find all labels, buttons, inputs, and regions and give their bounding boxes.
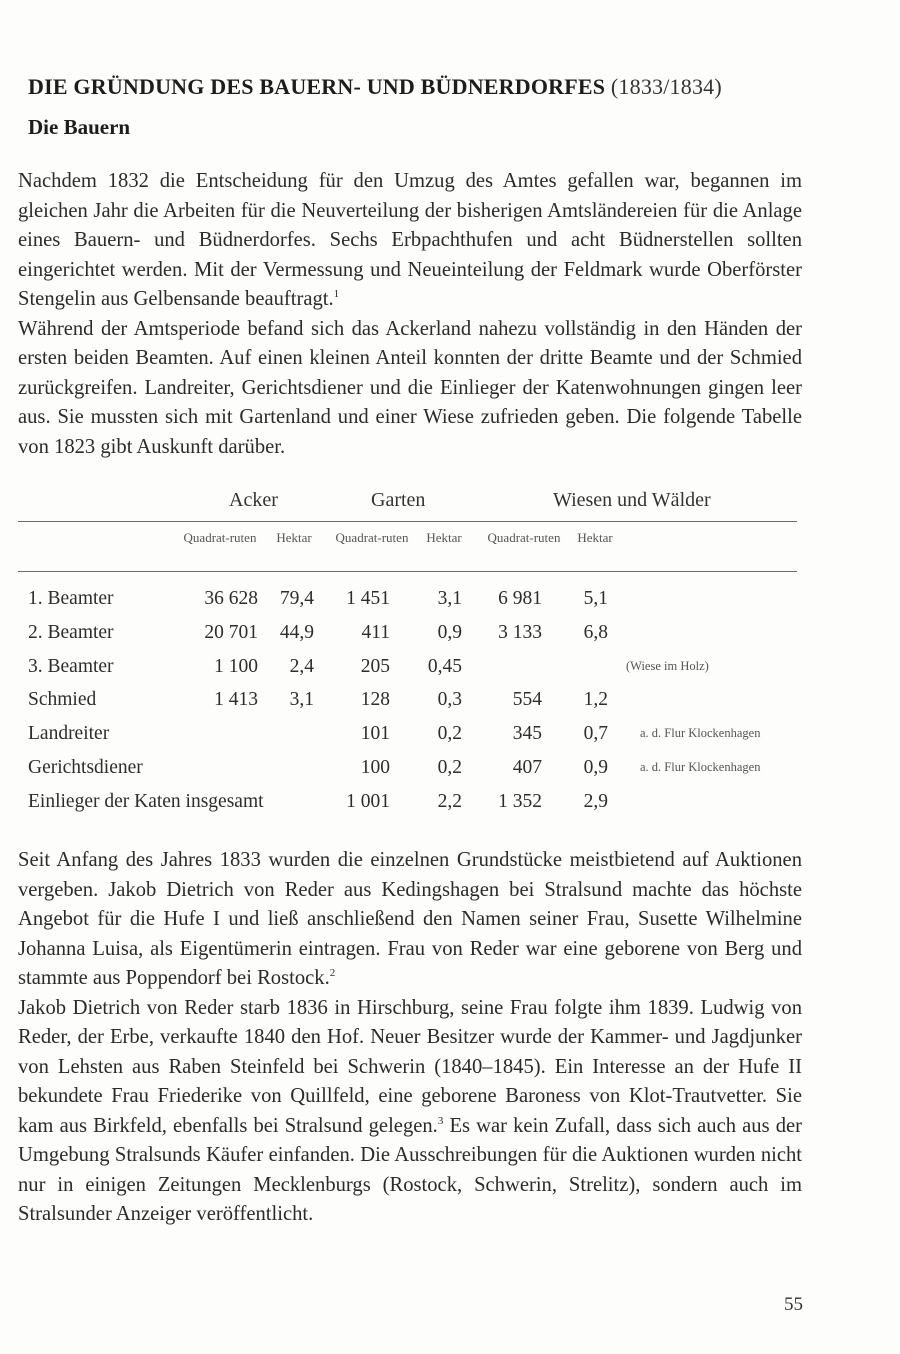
garten-quadratruten: 101 bbox=[360, 723, 390, 745]
wiesen-quadratruten: 6 981 bbox=[498, 588, 542, 609]
subheader-wiesen-ha: Hektar bbox=[577, 530, 613, 545]
garten-hektar: 2,2 bbox=[437, 790, 462, 812]
column-group-wiesen: Wiesen und Wälder bbox=[553, 489, 711, 511]
wiesen-quadratruten: 1 352 bbox=[498, 790, 542, 812]
subheader-acker-qr: Quadrat-ruten bbox=[183, 530, 257, 545]
page-number: 55 bbox=[784, 1294, 803, 1315]
section-subheading: Die Bauern bbox=[28, 115, 131, 139]
garten-hektar: 0,3 bbox=[437, 689, 462, 711]
table-row bbox=[0, 754, 900, 786]
acker-hektar: 3,1 bbox=[289, 689, 314, 711]
garten-quadratruten: 1 451 bbox=[346, 588, 390, 609]
garten-hektar: 0,9 bbox=[437, 621, 462, 643]
garten-quadratruten: 128 bbox=[360, 689, 390, 711]
garten-hektar: 3,1 bbox=[437, 588, 462, 609]
row-note: a. d. Flur Klockenhagen bbox=[640, 726, 761, 741]
paragraph-text: Es war kein Zufall, dass sich auch aus der Umgebung Stralsunds Käufer einfanden. Die Ausschreibungen für die Auktionen wurden nicht nur in einigen Zeitungen Mecklenburgs (Rostock, Schwerin, Strelitz), sondern auch im Stralsunder Anzeiger veröffentlicht. bbox=[18, 1114, 802, 1225]
wiesen-hektar: 1,2 bbox=[583, 689, 608, 711]
wiesen-hektar: 5,1 bbox=[583, 588, 608, 609]
wiesen-hektar: 6,8 bbox=[583, 621, 608, 643]
paragraph-intro bbox=[18, 167, 802, 462]
garten-hektar: 0,2 bbox=[437, 757, 462, 778]
table-row bbox=[0, 788, 900, 820]
paragraph-text: Nachdem 1832 die Entscheidung für den Umzug des Amtes gefallen war, begannen im gleichen Jahr die Arbeiten für die Neuverteilung der bisherigen Amtsländereien für die Anlage eines Bauern- und Büdnerdorfes. Sechs Erbpachthufen und acht Büdnerstellen sollten eingerichtet werden. Mit der Vermessung und Neueinteilung der Feldmark wurde Oberförster Stengelin aus Gelbensande beauftragt. bbox=[18, 170, 802, 310]
row-label: Einlieger der Katen insgesamt bbox=[28, 790, 264, 812]
row-note: (Wiese im Holz) bbox=[626, 658, 709, 673]
wiesen-quadratruten: 345 bbox=[512, 723, 542, 745]
table-row bbox=[0, 619, 900, 651]
paragraph-text: Während der Amtsperiode befand sich das Ackerland nahezu vollständig in den Händen der ersten beiden Beamten. Auf einen kleinen Anteil konnten der dritte Beamte und der Schmied zurückgreifen. Landreiter, Gerichtsdiener und die Einlieger der Katenwohnungen gingen leer aus. Sie mussten sich mit Gartenland und einer Wiese zufrieden geben. Die folgende Tabelle von 1823 gibt Auskunft darüber. bbox=[18, 317, 802, 458]
garten-quadratruten: 1 001 bbox=[346, 790, 390, 812]
garten-quadratruten: 100 bbox=[360, 757, 390, 778]
acker-quadratruten: 1 413 bbox=[214, 689, 258, 711]
paragraph-text: Jakob Dietrich von Reder starb 1836 in Hirschburg, seine Frau folgte ihm 1839. Ludwig von Reder, der Erbe, verkaufte 1840 den Hof. Neuer Besitzer wurde der Kammer- und Jagdjunker von Lehsten aus Raben Steinfeld bei Schwerin (1840–1845). Ein Interesse an der Hufe II bekundete Frau Friederike von Quillfeld, eine geborene Baroness von Klot-Trautvetter. Sie kam aus Birkfeld, ebenfalls bei Stralsund gelegen. bbox=[18, 996, 802, 1137]
row-label: 2. Beamter bbox=[28, 621, 114, 643]
heading-years: (1833/1834) bbox=[610, 74, 722, 99]
garten-hektar: 0,45 bbox=[427, 655, 462, 677]
table-row bbox=[0, 720, 900, 752]
table-rule-header bbox=[18, 571, 797, 572]
row-label: Gerichtsdiener bbox=[28, 757, 143, 778]
row-label: Schmied bbox=[28, 689, 97, 711]
subheader-acker-ha: Hektar bbox=[276, 530, 312, 545]
paragraph-auctions bbox=[18, 846, 802, 1230]
paragraph-text: Seit Anfang des Jahres 1833 wurden die einzelnen Grundstücke meistbietend auf Auktionen vergeben. Jakob Dietrich von Reder aus Kedingshagen bei Stralsund machte das höchste Angebot für die Hufe I und ließ anschließend den Namen seiner Frau, Susette Wilhelmine Johanna Luisa, als Eigentümerin eintragen. Frau von Reder war eine geborene von Berg und stammte aus Poppendorf bei Rostock. bbox=[18, 849, 802, 989]
wiesen-hektar: 0,9 bbox=[583, 757, 608, 778]
table-rule-top bbox=[18, 521, 797, 522]
subheader-garten-qr: Quadrat-ruten bbox=[335, 530, 409, 545]
garten-hektar: 0,2 bbox=[437, 723, 462, 745]
column-group-acker: Acker bbox=[229, 489, 278, 511]
table-row bbox=[0, 653, 900, 685]
wiesen-quadratruten: 554 bbox=[512, 689, 542, 711]
footnote-marker: 2 bbox=[329, 967, 336, 980]
wiesen-quadratruten: 407 bbox=[512, 757, 542, 778]
garten-quadratruten: 411 bbox=[361, 621, 390, 643]
acker-hektar: 79,4 bbox=[279, 588, 314, 609]
acker-quadratruten: 20 701 bbox=[204, 621, 258, 643]
wiesen-hektar: 2,9 bbox=[583, 790, 608, 812]
table-row bbox=[0, 585, 900, 617]
footnote-marker: 3 bbox=[437, 1114, 444, 1127]
subheader-garten-ha: Hektar bbox=[426, 530, 462, 545]
chapter-heading bbox=[28, 74, 722, 100]
column-group-garten: Garten bbox=[371, 489, 426, 511]
wiesen-hektar: 0,7 bbox=[583, 723, 608, 745]
table-row bbox=[0, 686, 900, 718]
footnote-marker: 1 bbox=[333, 288, 340, 301]
row-label: 3. Beamter bbox=[28, 655, 114, 677]
acker-quadratruten: 36 628 bbox=[204, 588, 258, 609]
acker-quadratruten: 1 100 bbox=[214, 655, 258, 677]
row-note: a. d. Flur Klockenhagen bbox=[640, 760, 761, 774]
heading-title: DIE GRÜNDUNG DES BAUERN- UND BÜDNERDORFES bbox=[28, 74, 606, 99]
wiesen-quadratruten: 3 133 bbox=[498, 621, 542, 643]
acker-hektar: 2,4 bbox=[289, 655, 314, 677]
subheader-wiesen-qr: Quadrat-ruten bbox=[487, 530, 561, 545]
row-label: 1. Beamter bbox=[28, 588, 114, 609]
row-label: Landreiter bbox=[28, 723, 110, 745]
garten-quadratruten: 205 bbox=[360, 655, 390, 677]
acker-hektar: 44,9 bbox=[279, 621, 314, 643]
